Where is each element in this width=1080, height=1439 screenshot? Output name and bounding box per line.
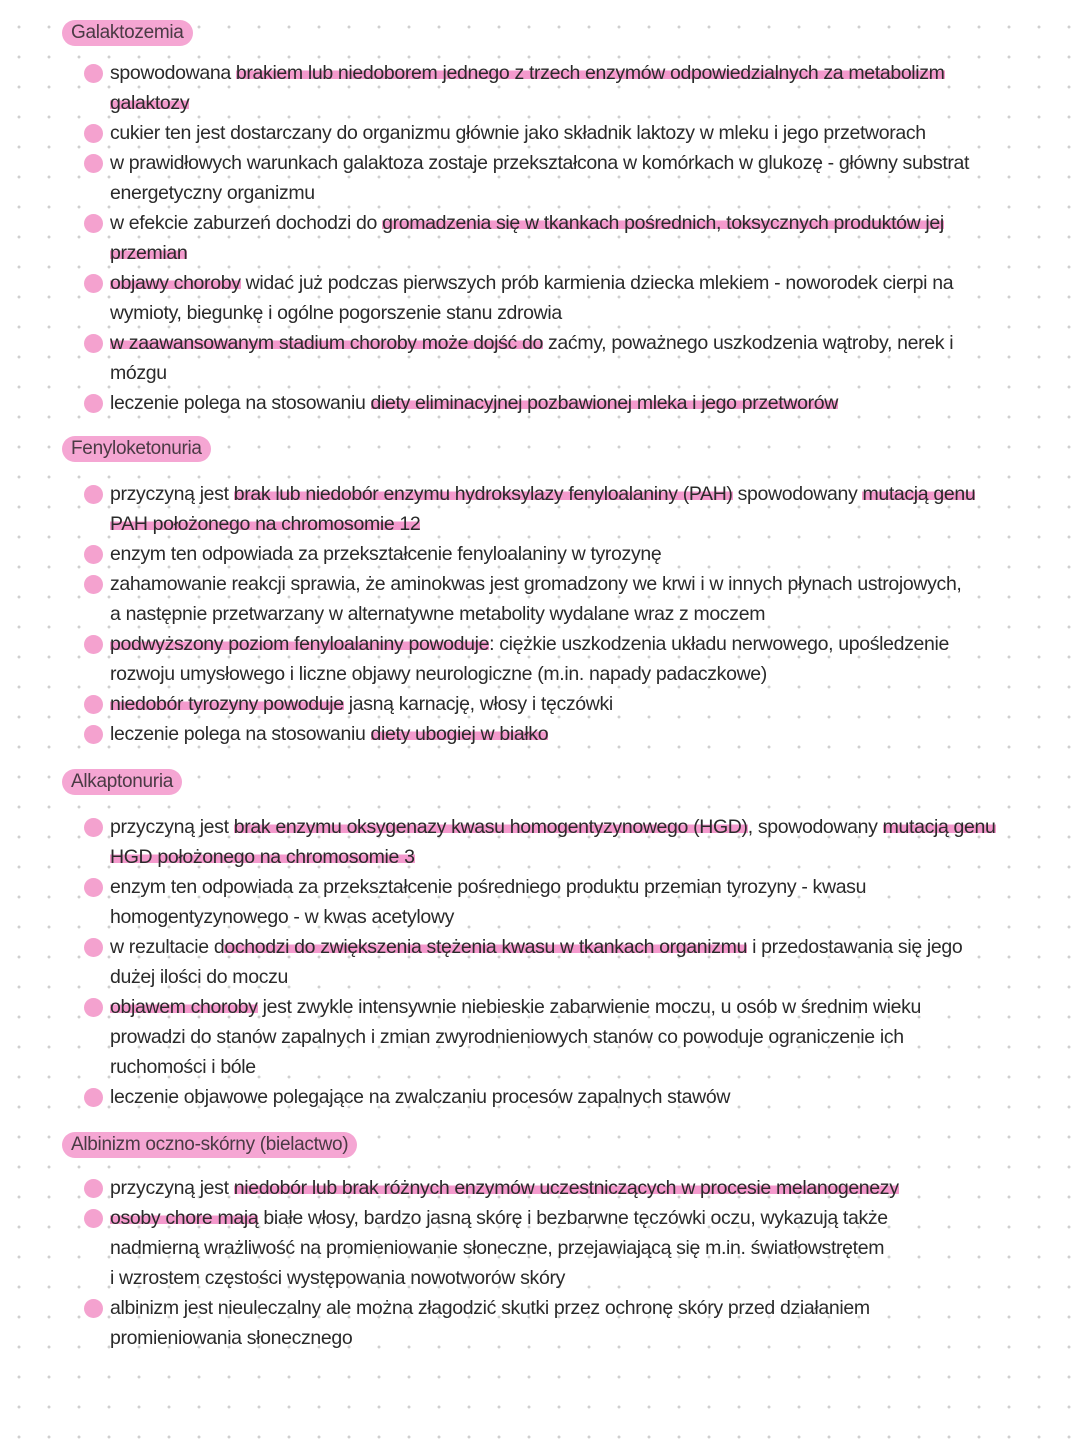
bullet-dot-icon — [84, 695, 103, 714]
text-line — [110, 178, 1060, 208]
text-segment: enzym ten odpowiada za przekształcenie fenyloalaniny w tyrozynę — [110, 543, 662, 565]
highlighted-text: brakiem lub niedoborem jednego z trzech enzymów odpowiedzialnych za metabolizm — [235, 62, 945, 84]
highlighted-text: przemian — [110, 242, 188, 264]
bullet-dot-icon — [84, 214, 103, 233]
highlighted-text: objawy choroby — [110, 272, 241, 294]
text-segment: promieniowania słonecznego — [110, 1327, 353, 1349]
highlighted-text: objawem choroby — [110, 996, 258, 1018]
bullet-list — [62, 479, 1060, 749]
text-line — [110, 58, 1060, 88]
bullet-dot-icon — [84, 1209, 103, 1228]
section-heading: Alkaptonuria — [62, 769, 182, 795]
text-line — [110, 842, 1060, 872]
text-line — [110, 569, 1060, 599]
text-line — [110, 509, 1060, 539]
text-line — [110, 902, 1060, 932]
bullet-dot-icon — [84, 635, 103, 654]
highlighted-text: w zaawansowanym stadium choroby może dojść do — [110, 332, 543, 354]
text-line — [110, 328, 1060, 358]
list-item — [62, 388, 1060, 418]
list-item — [62, 629, 1060, 689]
text-segment: w efekcie zaburzeń dochodzi do — [110, 212, 383, 234]
list-item — [62, 719, 1060, 749]
highlighted-text: gromadzenia się w tkankach pośrednich, toksycznych produktów jej — [382, 212, 944, 234]
text-line — [110, 689, 1060, 719]
list-item — [62, 268, 1060, 328]
text-line — [110, 629, 1060, 659]
bullet-dot-icon — [84, 394, 103, 413]
text-segment: i wzrostem częstości występowania nowotworów skóry — [110, 1267, 565, 1289]
list-item — [62, 148, 1060, 208]
text-line — [110, 479, 1060, 509]
text-segment: jest zwykle intensywnie niebieskie zabarwienie moczu, u osób w średnim wieku — [257, 996, 922, 1018]
bullet-dot-icon — [84, 818, 103, 837]
section-heading: Albinizm oczno-skórny (bielactwo) — [62, 1132, 357, 1158]
text-segment: : ciężkie uszkodzenia układu nerwowego, upośledzenie — [489, 633, 949, 655]
text-line — [110, 118, 1060, 148]
highlighted-text: brak lub niedobór enzymu hydroksylazy fenyloalaniny (PAH) — [233, 483, 733, 505]
text-line — [110, 1022, 1060, 1052]
bullet-dot-icon — [84, 64, 103, 83]
bullet-dot-icon — [84, 938, 103, 957]
text-line — [110, 1082, 1060, 1112]
bullet-dot-icon — [84, 334, 103, 353]
text-line — [110, 812, 1060, 842]
highlighted-text: niedobór tyrozyny powoduje — [110, 693, 344, 715]
text-segment: wymioty, biegunkę i ogólne pogorszenie stanu zdrowia — [110, 302, 562, 324]
section-alkaptonuria — [62, 769, 1060, 1112]
text-segment: leczenie polega na stosowaniu — [110, 723, 371, 745]
text-segment: rozwoju umysłowego i liczne objawy neurologiczne (m.in. napady padaczkowe) — [110, 663, 767, 685]
list-item — [62, 208, 1060, 268]
text-segment: przyczyną jest — [110, 1177, 234, 1199]
text-line — [110, 719, 1060, 749]
section-galaktozemia — [62, 20, 1060, 418]
text-line — [110, 1052, 1060, 1082]
list-item — [62, 992, 1060, 1082]
text-segment: spowodowany — [732, 483, 863, 505]
text-line — [110, 1173, 1060, 1203]
text-segment: zaćmy, poważnego uszkodzenia wątroby, nerek i — [542, 332, 954, 354]
text-segment: przyczyną jest — [110, 483, 234, 505]
bullet-dot-icon — [84, 878, 103, 897]
highlighted-text: mutacją genu — [882, 816, 996, 838]
text-segment: w prawidłowych warunkach galaktoza zostaje przekształcona w komórkach w glukozę - główny substrat — [110, 152, 970, 174]
text-line — [110, 539, 1060, 569]
text-line — [110, 268, 1060, 298]
bullet-dot-icon — [84, 154, 103, 173]
text-line — [110, 88, 1060, 118]
bullet-list — [62, 812, 1060, 1112]
list-item — [62, 1082, 1060, 1112]
bullet-list — [62, 58, 1060, 418]
list-item — [62, 1293, 1060, 1353]
list-item — [62, 58, 1060, 118]
text-line — [110, 599, 1060, 629]
highlighted-text: ochodzi do zwiększenia stężenia kwasu w tkankach organizmu — [224, 936, 748, 958]
text-line — [110, 1323, 1060, 1353]
list-item — [62, 872, 1060, 932]
bullet-dot-icon — [84, 1299, 103, 1318]
text-segment: przyczyną jest — [110, 816, 234, 838]
text-line — [110, 1293, 1060, 1323]
text-segment: , spowodowany — [747, 816, 883, 838]
section-heading: Galaktozemia — [62, 20, 193, 46]
text-segment: enzym ten odpowiada za przekształcenie pośredniego produktu przemian tyrozyny - kwasu — [110, 876, 867, 898]
highlighted-text: galaktozy — [110, 92, 190, 114]
highlighted-text: mutacją genu — [862, 483, 976, 505]
text-segment: leczenie polega na stosowaniu — [110, 392, 371, 414]
section-albinizm — [62, 1132, 1060, 1353]
list-item — [62, 1173, 1060, 1203]
text-segment: mózgu — [110, 362, 167, 384]
list-item — [62, 932, 1060, 992]
text-segment: widać już podczas pierwszych prób karmienia dziecka mlekiem - noworodek cierpi na — [240, 272, 954, 294]
text-segment: prowadzi do stanów zapalnych i zmian zwyrodnieniowych stanów co powoduje ograniczenie ich — [110, 1026, 904, 1048]
highlighted-text: brak enzymu oksygenazy kwasu homogentyzynowego (HGD) — [233, 816, 748, 838]
text-line — [110, 932, 1060, 962]
text-line — [110, 388, 1060, 418]
list-item — [62, 812, 1060, 872]
highlighted-text: podwyższony poziom fenyloalaniny powoduje — [110, 633, 490, 655]
text-segment: dużej ilości do moczu — [110, 966, 288, 988]
highlighted-text: PAH położonego na chromosomie 12 — [110, 513, 421, 535]
text-line — [110, 1233, 1060, 1263]
bullet-dot-icon — [84, 274, 103, 293]
text-line — [110, 238, 1060, 268]
highlighted-text: osoby chore mają — [110, 1207, 259, 1229]
highlighted-text: diety eliminacyjnej pozbawionej mleka i jego przetworów — [370, 392, 838, 414]
list-item — [62, 479, 1060, 539]
text-line — [110, 992, 1060, 1022]
bullet-dot-icon — [84, 1179, 103, 1198]
text-segment: jasną karnację, włosy i tęczówki — [343, 693, 613, 715]
text-line — [110, 872, 1060, 902]
text-segment: nadmierną wrażliwość na promieniowanie słoneczne, przejawiającą się m.in. światłowstrętem — [110, 1237, 885, 1259]
bullet-dot-icon — [84, 725, 103, 744]
list-item — [62, 1203, 1060, 1293]
text-segment: energetyczny organizmu — [110, 182, 315, 204]
text-segment: albinizm jest nieuleczalny ale można złagodzić skutki przez ochronę skóry przed działaniem — [110, 1297, 870, 1319]
bullet-dot-icon — [84, 124, 103, 143]
highlighted-text: HGD położonego na chromosomie 3 — [110, 846, 415, 868]
highlighted-text: diety ubogiej w białko — [370, 723, 549, 745]
text-line — [110, 148, 1060, 178]
bullet-list — [62, 1173, 1060, 1353]
text-segment: homogentyzynowego - w kwas acetylowy — [110, 906, 454, 928]
section-fenyloketonuria — [62, 436, 1060, 749]
bullet-dot-icon — [84, 485, 103, 504]
text-line — [110, 659, 1060, 689]
bullet-dot-icon — [84, 1088, 103, 1107]
text-segment: ruchomości i bóle — [110, 1056, 256, 1078]
text-segment: a następnie przetwarzany w alternatywne metabolity wydalane wraz z moczem — [110, 603, 766, 625]
text-line — [110, 1203, 1060, 1233]
section-heading: Fenyloketonuria — [62, 436, 211, 462]
bullet-dot-icon — [84, 998, 103, 1017]
text-segment: białe włosy, bardzo jasną skórę i bezbarwne tęczówki oczu, wykazują także — [258, 1207, 888, 1229]
text-line — [110, 962, 1060, 992]
text-line — [110, 298, 1060, 328]
text-line — [110, 358, 1060, 388]
list-item — [62, 569, 1060, 629]
text-segment: w rezultacie d — [110, 936, 225, 958]
list-item — [62, 539, 1060, 569]
list-item — [62, 328, 1060, 388]
text-line — [110, 208, 1060, 238]
text-segment: zahamowanie reakcji sprawia, że aminokwas jest gromadzony we krwi i w innych płynach ustrojowych, — [110, 573, 962, 595]
text-line — [110, 1263, 1060, 1293]
list-item — [62, 689, 1060, 719]
text-segment: cukier ten jest dostarczany do organizmu głównie jako składnik laktozy w mleku i jego przetworach — [110, 122, 926, 144]
highlighted-text: niedobór lub brak różnych enzymów uczestniczących w procesie melanogenezy — [233, 1177, 899, 1199]
bullet-dot-icon — [84, 575, 103, 594]
text-segment: spowodowana — [110, 62, 236, 84]
text-segment: leczenie objawowe polegające na zwalczaniu procesów zapalnych stawów — [110, 1086, 731, 1108]
bullet-dot-icon — [84, 545, 103, 564]
text-segment: i przedostawania się jego — [747, 936, 963, 958]
list-item — [62, 118, 1060, 148]
